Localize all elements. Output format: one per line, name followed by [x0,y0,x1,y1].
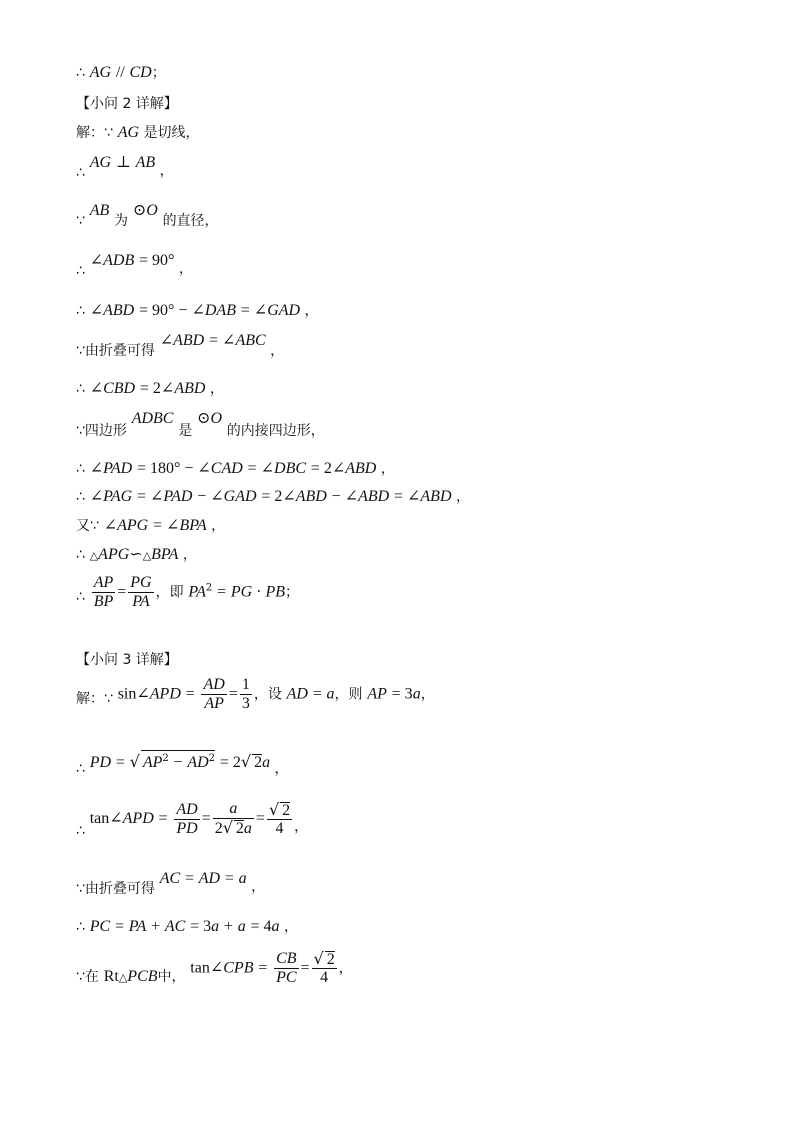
fraction-ap-bp: $\frac{AP}{BP}$ [93,574,114,610]
fraction-sqrt2-4-b: $\frac{√ 2}{4}$ [313,949,335,986]
solution-line-7: ∴ ∠ABD = 90° − ∠DAB = ∠GAD ， [76,302,319,319]
solution-line-13: 又∵ ∠APG = ∠BPA ， [76,517,226,534]
solution-line-9: ∴ ∠CBD = 2∠ABD ， [76,380,224,397]
fraction-cb-pc: $\frac{CB}{PC}$ [276,950,297,986]
fraction-sqrt2-4: $\frac{√ 2}{4}$ [268,799,291,837]
solution-line-14: ∴ △APG∽△BPA ， [76,546,197,563]
solution-line-17: 解：∵ sin∠APD = $\frac{AD}{AP}$ = $\frac{1}{3}$ ，设 AD = a，则 AP = 3a， [76,676,435,712]
fraction-one-third: $\frac{1}{3}$ [241,676,250,712]
solution-line-1: ∴ AG // CD； [76,64,166,81]
solution-line-18: ∴ PD = √ $AP^2 - AD^2 = 2√$ 2a ， [76,752,289,777]
fraction-ad-ap: $\frac{AD}{AP}$ [203,676,225,712]
solution-line-4: ∴ AG ⊥ AB ， [76,154,174,181]
solution-line-22: ∵在 $Rt_\triangle PCB$中， tan∠CPB = $\frac{CB}{PC}$ = $\frac{√ 2}{4}$ ， [76,949,353,986]
section-header-q2: 【小问 2 详解】 [76,96,178,112]
solution-line-21: ∴ PC = PA + AC = 3a + a = 4a ， [76,918,298,935]
section-header-q3: 【小问 3 详解】 [76,652,178,668]
solution-line-5: ∵ AB 为 ⊙O 的直径， [76,202,219,229]
fraction-pg-pa: $\frac{PG}{PA}$ [130,574,152,610]
solution-line-3: 解：∵ AG 是切线， [76,124,200,141]
fraction-a-2sqrt2a: $\frac{a}{2√ 2a}$ [214,800,252,837]
solution-line-8: ∵由折叠可得 ∠ABD = ∠ABC ， [76,332,285,359]
solution-line-11: ∴ ∠PAD = 180° − ∠CAD = ∠DBC = 2∠ABD ， [76,460,395,477]
solution-line-6: ∴ ∠ADB = 90° ， [76,252,193,279]
solution-line-15: ∴ $\frac{AP}{BP}$ = $\frac{PG}{PA}$ ，即 $PA^2$ = PG · PB； [76,574,300,610]
solution-line-12: ∴ ∠PAG = ∠PAD − ∠GAD = 2∠ABD − ∠ABD = ∠ABD ， [76,488,470,505]
solution-line-10: ∵四边形 ADBC 是 ⊙O 的内接四边形， [76,410,325,439]
solution-line-20: ∵由折叠可得 AC = AD = a ， [76,870,266,897]
solution-line-19: ∴ tan∠APD = $\frac{AD}{PD}$ = $\frac{a}{2√ 2a}$ = $\frac{√ 2}{4}$ ， [76,799,309,839]
fraction-ad-pd: $\frac{AD}{PD}$ [176,800,198,837]
